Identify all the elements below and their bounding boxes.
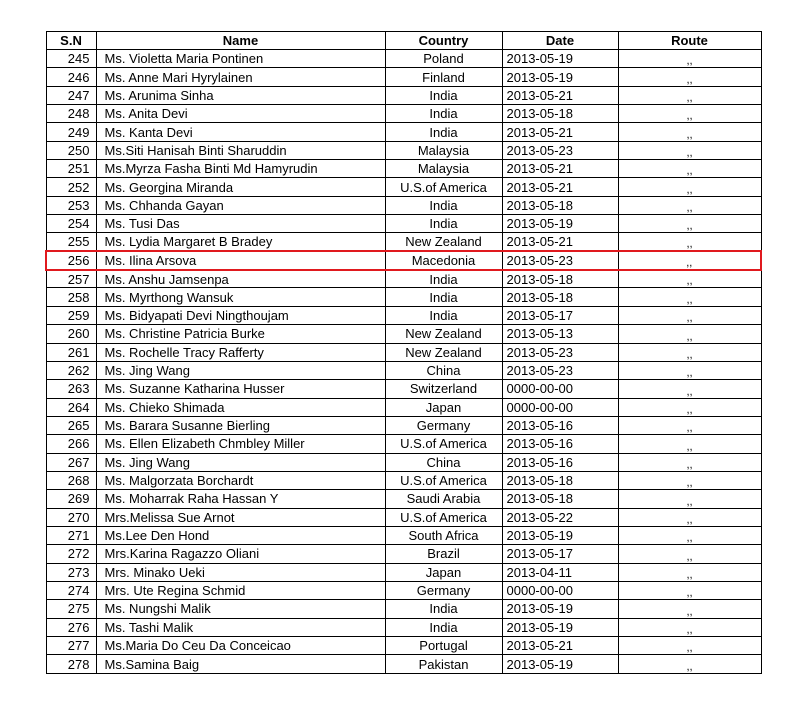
table-row [46,545,761,563]
cell-date: 2013-05-23 [502,251,618,269]
cell-name: Ms. Rochelle Tracy Rafferty [96,343,385,361]
table-row [46,490,761,508]
table-row [46,196,761,214]
table-row [46,123,761,141]
table-row [46,270,761,288]
cell-sn: 264 [46,398,96,416]
cell-name: Mrs. Minako Ueki [96,563,385,581]
table-row [46,343,761,361]
cell-country: Switzerland [385,380,502,398]
table-body [46,50,761,674]
cell-date: 2013-05-21 [502,86,618,104]
table-row [46,141,761,159]
cell-date: 2013-05-18 [502,490,618,508]
cell-name: Mrs.Melissa Sue Arnot [96,508,385,526]
cell-route: ,, [618,471,761,489]
header-name: Name [96,32,385,50]
cell-name: Ms. Malgorzata Borchardt [96,471,385,489]
cell-route: ,, [618,416,761,434]
cell-name: Ms. Myrthong Wansuk [96,288,385,306]
cell-name: Ms. Lydia Margaret B Bradey [96,233,385,251]
cell-country: Poland [385,50,502,68]
cell-route: ,, [618,215,761,233]
cell-name: Ms. Ellen Elizabeth Chmbley Miller [96,435,385,453]
table-row [46,68,761,86]
cell-country: South Africa [385,526,502,544]
cell-sn: 276 [46,618,96,636]
cell-route: ,, [618,545,761,563]
cell-sn: 267 [46,453,96,471]
cell-sn: 252 [46,178,96,196]
cell-route: ,, [618,270,761,288]
cell-name: Ms. Anshu Jamsenpa [96,270,385,288]
cell-country: U.S.of America [385,471,502,489]
table-row [46,50,761,68]
cell-country: New Zealand [385,343,502,361]
cell-route: ,, [618,233,761,251]
table-row [46,471,761,489]
cell-date: 2013-05-19 [502,600,618,618]
cell-route: ,, [618,490,761,508]
cell-route: ,, [618,105,761,123]
cell-sn: 250 [46,141,96,159]
table-header-row [46,32,761,50]
cell-date: 2013-05-17 [502,545,618,563]
cell-date: 2013-05-18 [502,196,618,214]
cell-sn: 269 [46,490,96,508]
cell-route: ,, [618,141,761,159]
cell-name: Mrs. Ute Regina Schmid [96,581,385,599]
cell-route: ,, [618,343,761,361]
table-row [46,86,761,104]
cell-country: Germany [385,416,502,434]
cell-name: Ms. Nungshi Malik [96,600,385,618]
cell-name: Ms. Jing Wang [96,453,385,471]
cell-name: Ms. Anne Mari Hyrylainen [96,68,385,86]
cell-country: Germany [385,581,502,599]
cell-name: Ms.Samina Baig [96,655,385,673]
cell-date: 2013-05-21 [502,233,618,251]
cell-name: Ms.Siti Hanisah Binti Sharuddin [96,141,385,159]
cell-route: ,, [618,563,761,581]
cell-route: ,, [618,288,761,306]
cell-country: India [385,306,502,324]
cell-sn: 253 [46,196,96,214]
cell-date: 2013-05-21 [502,637,618,655]
cell-route: ,, [618,68,761,86]
cell-date: 2013-05-18 [502,288,618,306]
table-row [46,160,761,178]
header-route: Route [618,32,761,50]
cell-name: Ms. Bidyapati Devi Ningthoujam [96,306,385,324]
table-row [46,581,761,599]
cell-sn: 272 [46,545,96,563]
cell-country: Malaysia [385,141,502,159]
cell-sn: 254 [46,215,96,233]
cell-country: Pakistan [385,655,502,673]
cell-country: U.S.of America [385,435,502,453]
cell-route: ,, [618,361,761,379]
cell-route: ,, [618,581,761,599]
cell-date: 2013-05-23 [502,361,618,379]
cell-sn: 257 [46,270,96,288]
cell-route: ,, [618,306,761,324]
cell-country: Portugal [385,637,502,655]
cell-name: Ms. Georgina Miranda [96,178,385,196]
table-row [46,416,761,434]
cell-sn: 248 [46,105,96,123]
cell-route: ,, [618,398,761,416]
cell-date: 2013-05-18 [502,105,618,123]
cell-name: Ms. Chieko Shimada [96,398,385,416]
cell-country: Brazil [385,545,502,563]
cell-name: Ms. Tashi Malik [96,618,385,636]
cell-name: Ms. Moharrak Raha Hassan Y [96,490,385,508]
table-row [46,637,761,655]
cell-sn: 259 [46,306,96,324]
cell-route: ,, [618,251,761,269]
table-row [46,526,761,544]
cell-route: ,, [618,618,761,636]
cell-country: India [385,600,502,618]
table-row [46,233,761,251]
cell-sn: 245 [46,50,96,68]
header-sn: S.N [46,32,96,50]
cell-sn: 277 [46,637,96,655]
cell-sn: 265 [46,416,96,434]
cell-name: Ms. Anita Devi [96,105,385,123]
cell-date: 2013-05-19 [502,526,618,544]
cell-sn: 278 [46,655,96,673]
table-row [46,215,761,233]
cell-sn: 271 [46,526,96,544]
cell-route: ,, [618,196,761,214]
cell-name: Ms. Christine Patricia Burke [96,325,385,343]
cell-name: Ms. Suzanne Katharina Husser [96,380,385,398]
cell-country: Macedonia [385,251,502,269]
cell-country: India [385,288,502,306]
table-row [46,288,761,306]
cell-date: 2013-05-16 [502,416,618,434]
cell-sn: 251 [46,160,96,178]
cell-date: 2013-05-13 [502,325,618,343]
cell-date: 2013-05-16 [502,453,618,471]
table-row [46,453,761,471]
cell-name: Ms.Lee Den Hond [96,526,385,544]
cell-name: Ms. Violetta Maria Pontinen [96,50,385,68]
cell-route: ,, [618,655,761,673]
cell-name: Ms. Tusi Das [96,215,385,233]
cell-country: New Zealand [385,233,502,251]
table-row [46,600,761,618]
cell-route: ,, [618,600,761,618]
cell-sn: 247 [46,86,96,104]
cell-country: India [385,105,502,123]
table-row [46,380,761,398]
cell-sn: 262 [46,361,96,379]
cell-date: 2013-05-19 [502,215,618,233]
cell-sn: 246 [46,68,96,86]
cell-country: India [385,270,502,288]
table-row [46,435,761,453]
cell-route: ,, [618,325,761,343]
cell-country: New Zealand [385,325,502,343]
cell-date: 2013-05-19 [502,618,618,636]
cell-date: 2013-05-19 [502,68,618,86]
header-date: Date [502,32,618,50]
cell-date: 2013-05-16 [502,435,618,453]
cell-country: Malaysia [385,160,502,178]
cell-country: U.S.of America [385,178,502,196]
cell-name: Mrs.Karina Ragazzo Oliani [96,545,385,563]
cell-country: Finland [385,68,502,86]
table-row-highlighted [46,251,761,269]
cell-sn: 268 [46,471,96,489]
cell-country: Japan [385,398,502,416]
cell-name: Ms. Jing Wang [96,361,385,379]
cell-country: Saudi Arabia [385,490,502,508]
cell-name: Ms. Barara Susanne Bierling [96,416,385,434]
table-row [46,306,761,324]
table-row [46,563,761,581]
cell-route: ,, [618,526,761,544]
cell-country: India [385,618,502,636]
cell-date: 0000-00-00 [502,398,618,416]
cell-country: China [385,361,502,379]
cell-sn: 255 [46,233,96,251]
cell-date: 2013-05-18 [502,471,618,489]
cell-route: ,, [618,123,761,141]
cell-country: U.S.of America [385,508,502,526]
cell-country: India [385,215,502,233]
cell-sn: 275 [46,600,96,618]
cell-date: 2013-05-23 [502,141,618,159]
cell-route: ,, [618,178,761,196]
table-row [46,398,761,416]
table-row [46,508,761,526]
cell-route: ,, [618,86,761,104]
cell-name: Ms. Chhanda Gayan [96,196,385,214]
cell-sn: 256 [46,251,96,269]
cell-date: 2013-05-18 [502,270,618,288]
cell-name: Ms.Myrza Fasha Binti Md Hamyrudin [96,160,385,178]
cell-sn: 263 [46,380,96,398]
cell-date: 0000-00-00 [502,581,618,599]
cell-date: 2013-05-21 [502,123,618,141]
table-row [46,361,761,379]
cell-route: ,, [618,508,761,526]
cell-sn: 266 [46,435,96,453]
cell-name: Ms. Kanta Devi [96,123,385,141]
table-row [46,325,761,343]
cell-route: ,, [618,380,761,398]
cell-route: ,, [618,50,761,68]
table-row [46,178,761,196]
cell-date: 2013-04-11 [502,563,618,581]
cell-country: India [385,123,502,141]
cell-route: ,, [618,453,761,471]
cell-name: Ms.Maria Do Ceu Da Conceicao [96,637,385,655]
cell-sn: 260 [46,325,96,343]
cell-sn: 270 [46,508,96,526]
table-row [46,655,761,673]
cell-sn: 273 [46,563,96,581]
cell-date: 2013-05-22 [502,508,618,526]
table-row [46,105,761,123]
cell-date: 0000-00-00 [502,380,618,398]
cell-country: India [385,86,502,104]
cell-sn: 261 [46,343,96,361]
cell-country: Japan [385,563,502,581]
cell-route: ,, [618,160,761,178]
cell-name: Ms. Ilina Arsova [96,251,385,269]
table-row [46,618,761,636]
cell-date: 2013-05-21 [502,178,618,196]
cell-sn: 249 [46,123,96,141]
cell-country: China [385,453,502,471]
summiteers-table [45,31,762,674]
cell-date: 2013-05-17 [502,306,618,324]
cell-date: 2013-05-21 [502,160,618,178]
cell-route: ,, [618,435,761,453]
cell-name: Ms. Arunima Sinha [96,86,385,104]
cell-route: ,, [618,637,761,655]
cell-date: 2013-05-19 [502,50,618,68]
cell-date: 2013-05-23 [502,343,618,361]
header-country: Country [385,32,502,50]
cell-sn: 258 [46,288,96,306]
cell-date: 2013-05-19 [502,655,618,673]
cell-sn: 274 [46,581,96,599]
cell-country: India [385,196,502,214]
